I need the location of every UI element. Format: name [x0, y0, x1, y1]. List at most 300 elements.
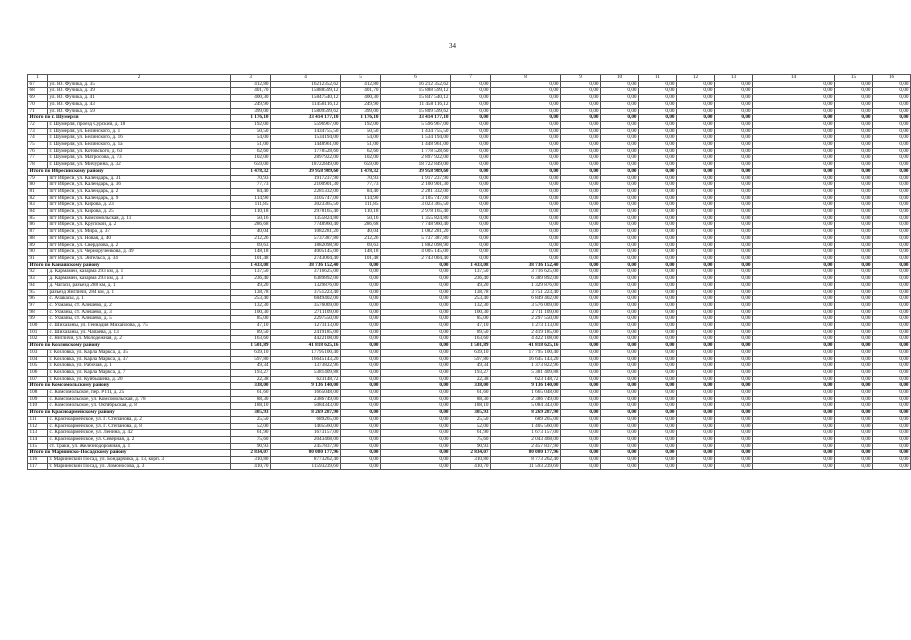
value-cell: 111,85 — [231, 202, 271, 209]
value-cell: 2 743 004,40 — [381, 255, 451, 262]
value-cell: 0,00 — [639, 101, 677, 108]
value-cell: 0,00 — [451, 135, 491, 142]
value-cell: 0,00 — [561, 222, 601, 229]
value-cell: 110,18 — [341, 209, 381, 216]
value-cell: 2 297 550,00 — [491, 316, 561, 323]
value-cell: 0,00 — [677, 450, 715, 457]
subtotal-label: Итого по Ибресинскому району — [28, 168, 231, 175]
value-cell: 1882098,90 — [271, 242, 341, 249]
value-cell: 0,00 — [677, 356, 715, 363]
subtotal-row — [28, 343, 911, 350]
value-cell: 0,00 — [677, 242, 715, 249]
subtotal-row — [28, 168, 911, 175]
value-cell: 0,00 — [451, 121, 491, 128]
value-cell: 0,00 — [753, 155, 835, 162]
table-row — [28, 269, 911, 276]
value-cell: 102,00 — [231, 155, 271, 162]
value-cell: 0,00 — [341, 383, 381, 390]
value-cell: 1 673 157,00 — [491, 430, 561, 437]
value-cell: 0,00 — [491, 209, 561, 216]
value-cell: 61,90 — [451, 430, 491, 437]
value-cell: 1673157,00 — [271, 430, 341, 437]
value-cell: 0,00 — [677, 155, 715, 162]
value-cell: 84,40 — [231, 188, 271, 195]
value-cell: 0,00 — [677, 101, 715, 108]
value-cell: 0,00 — [451, 115, 491, 122]
row-number: 75 — [28, 142, 48, 149]
value-cell: 0,00 — [753, 115, 835, 122]
value-cell: 1 478,32 — [341, 168, 381, 175]
value-cell: 0,00 — [341, 316, 381, 323]
table-row — [28, 443, 911, 450]
value-cell: 0,00 — [835, 282, 873, 289]
table-row — [28, 155, 911, 162]
value-cell: 0,00 — [601, 376, 639, 383]
value-cell: 0,00 — [715, 423, 753, 430]
value-cell: 0,00 — [561, 363, 601, 370]
value-cell: 22,38 — [451, 376, 491, 383]
value-cell: 3023365,50 — [271, 202, 341, 209]
table-row — [28, 436, 911, 443]
value-cell: 0,00 — [677, 423, 715, 430]
value-cell: 0,00 — [835, 81, 873, 88]
value-cell: 0,00 — [639, 336, 677, 343]
value-cell: 1 373 822,96 — [491, 363, 561, 370]
column-number: 7 — [451, 75, 491, 82]
value-cell: 0,00 — [753, 128, 835, 135]
value-cell: 0,00 — [677, 316, 715, 323]
value-cell: 0,00 — [561, 282, 601, 289]
value-cell: 1917237,90 — [271, 175, 341, 182]
value-cell: 0,00 — [835, 296, 873, 303]
value-cell: 0,00 — [677, 262, 715, 269]
value-cell: 286,68 — [341, 222, 381, 229]
value-cell: 0,00 — [451, 222, 491, 229]
value-cell: 0,00 — [451, 202, 491, 209]
value-cell: 2 978 165,40 — [381, 209, 451, 216]
value-cell: 0,00 — [715, 302, 753, 309]
value-cell: 0,00 — [753, 222, 835, 229]
value-cell: 0,00 — [639, 128, 677, 135]
value-cell: 0,00 — [381, 416, 451, 423]
value-cell: 0,00 — [753, 81, 835, 88]
value-cell: 0,00 — [677, 182, 715, 189]
value-cell: 0,00 — [715, 436, 753, 443]
value-cell: 0,00 — [677, 95, 715, 102]
value-cell: 0,00 — [639, 423, 677, 430]
value-cell: 0,00 — [381, 396, 451, 403]
value-cell: 0,00 — [715, 343, 753, 350]
value-cell: 0,00 — [753, 343, 835, 350]
value-cell: 0,00 — [753, 255, 835, 262]
value-cell: 3105747,00 — [271, 195, 341, 202]
value-cell: 1 778 528,60 — [381, 148, 451, 155]
value-cell: 0,00 — [835, 403, 873, 410]
value-cell: 15888599,12 — [271, 88, 341, 95]
value-cell: 0,00 — [753, 195, 835, 202]
value-cell: 89,50 — [231, 329, 271, 336]
value-cell: 0,00 — [491, 155, 561, 162]
value-cell: 11458116,12 — [271, 101, 341, 108]
value-cell: 0,00 — [639, 276, 677, 283]
table-row — [28, 101, 911, 108]
value-cell: 0,00 — [873, 309, 911, 316]
value-cell: 3751223,40 — [271, 289, 341, 296]
value-cell: 0,00 — [873, 128, 911, 135]
value-cell: 0,00 — [873, 463, 911, 470]
value-cell: 0,00 — [873, 168, 911, 175]
address-cell: с. Комсомольское, ул. Комсомольская, д. 78 — [48, 396, 231, 403]
value-cell: 0,00 — [835, 155, 873, 162]
value-cell: 0,00 — [381, 457, 451, 464]
value-cell: 0,00 — [451, 209, 491, 216]
value-cell: 0,00 — [561, 443, 601, 450]
row-number: 73 — [28, 128, 48, 135]
address-cell: г. Шумерля, ул. Котовского, д. 63 — [48, 148, 231, 155]
value-cell: 0,00 — [491, 148, 561, 155]
value-cell: 0,00 — [639, 155, 677, 162]
value-cell: 0,00 — [601, 168, 639, 175]
value-cell: 0,00 — [873, 457, 911, 464]
table-row — [28, 376, 911, 383]
value-cell: 88,30 — [231, 396, 271, 403]
value-cell: 41 818 625,16 — [271, 343, 341, 350]
value-cell: 0,00 — [601, 108, 639, 115]
value-cell: 0,00 — [341, 463, 381, 470]
value-cell: 0,00 — [753, 316, 835, 323]
value-cell: 0,00 — [835, 369, 873, 376]
value-cell: 639,10 — [451, 349, 491, 356]
value-cell: 148,18 — [231, 249, 271, 256]
value-cell: 0,00 — [491, 249, 561, 256]
value-cell: 0,00 — [835, 436, 873, 443]
value-cell: 40,04 — [341, 229, 381, 236]
value-cell: 0,00 — [451, 215, 491, 222]
value-cell: 0,00 — [677, 430, 715, 437]
value-cell: 0,00 — [715, 416, 753, 423]
value-cell: 0,00 — [381, 436, 451, 443]
value-cell: 138,78 — [231, 289, 271, 296]
value-cell: 0,00 — [561, 349, 601, 356]
row-number: 106 — [28, 369, 48, 376]
value-cell: 0,00 — [601, 336, 639, 343]
value-cell: 1534194,00 — [271, 135, 341, 142]
value-cell: 0,00 — [561, 383, 601, 390]
value-cell: 0,00 — [677, 282, 715, 289]
value-cell: 0,00 — [677, 323, 715, 330]
value-cell: 0,00 — [715, 336, 753, 343]
value-cell: 0,00 — [677, 249, 715, 256]
value-cell: 659,00 — [341, 162, 381, 169]
value-cell: 0,00 — [451, 249, 491, 256]
value-cell: 0,00 — [753, 390, 835, 397]
value-cell: 0,00 — [601, 349, 639, 356]
value-cell: 16 645 143,20 — [491, 356, 561, 363]
address-cell: ул. Ю. Фучика, д. 35 — [48, 81, 231, 88]
value-cell: 0,00 — [835, 148, 873, 155]
value-cell: 6849402,00 — [271, 296, 341, 303]
value-cell: 50,16 — [231, 215, 271, 222]
value-cell: 0,00 — [873, 182, 911, 189]
value-cell: 0,00 — [677, 289, 715, 296]
value-cell: 16212352,62 — [271, 81, 341, 88]
value-cell: 0,00 — [835, 443, 873, 450]
value-cell: 0,00 — [835, 162, 873, 169]
value-cell: 54,00 — [341, 135, 381, 142]
subtotal-row — [28, 383, 911, 390]
value-cell: 0,00 — [341, 376, 381, 383]
value-cell: 0,00 — [753, 215, 835, 222]
address-cell: с. Красноармейское, ул. Г. Степанова, д. 2 — [48, 416, 231, 423]
table-row — [28, 128, 911, 135]
value-cell: 49,34 — [451, 363, 491, 370]
value-cell: 0,00 — [753, 142, 835, 149]
value-cell: 0,00 — [835, 101, 873, 108]
value-cell: 0,00 — [835, 209, 873, 216]
value-cell: 89,50 — [451, 329, 491, 336]
table-row — [28, 302, 911, 309]
row-number: 71 — [28, 108, 48, 115]
value-cell: 0,00 — [753, 443, 835, 450]
value-cell: 0,00 — [601, 235, 639, 242]
value-cell: 0,00 — [677, 142, 715, 149]
value-cell: 0,00 — [639, 135, 677, 142]
address-cell: с. Красноармейское, ул. Ленина, д. 42 — [48, 430, 231, 437]
value-cell: 0,00 — [677, 443, 715, 450]
value-cell: 689 265,00 — [491, 416, 561, 423]
value-cell: 49,34 — [231, 363, 271, 370]
value-cell: 132,30 — [231, 302, 271, 309]
column-number: 13 — [715, 75, 753, 82]
value-cell: 0,00 — [561, 316, 601, 323]
value-cell: 0,00 — [715, 316, 753, 323]
value-cell: 6389892,00 — [271, 276, 341, 283]
value-cell: 137,50 — [231, 269, 271, 276]
value-cell: 7748960,40 — [271, 222, 341, 229]
value-cell: 0,00 — [715, 88, 753, 95]
table-row — [28, 296, 911, 303]
address-cell: пгт Ибреси, ул. Кирова, д. 25 — [48, 209, 231, 216]
value-cell: 0,00 — [835, 202, 873, 209]
table-row — [28, 135, 911, 142]
value-cell: 0,00 — [677, 81, 715, 88]
value-cell: 0,00 — [677, 135, 715, 142]
address-cell: г. Козловка, ул. Карла Маркса, д. 37 — [48, 356, 231, 363]
value-cell: 0,00 — [491, 135, 561, 142]
table-row — [28, 215, 911, 222]
value-cell: 0,00 — [715, 182, 753, 189]
value-cell: 0,00 — [639, 356, 677, 363]
value-cell: 0,00 — [601, 249, 639, 256]
value-cell: 0,00 — [835, 269, 873, 276]
value-cell: 0,00 — [561, 162, 601, 169]
value-cell: 6 389 892,00 — [491, 276, 561, 283]
value-cell: 0,00 — [715, 376, 753, 383]
value-cell: 0,00 — [715, 369, 753, 376]
address-cell: с. Шихазаны, ул. Чапаева, д. 13 — [48, 329, 231, 336]
value-cell: 0,00 — [451, 162, 491, 169]
value-cell: 0,00 — [561, 457, 601, 464]
address-cell: с. Ухманы, ст. Алешево, д. 5 — [48, 316, 231, 323]
value-cell: 0,00 — [381, 356, 451, 363]
value-cell: 0,00 — [873, 262, 911, 269]
value-cell: 0,00 — [451, 108, 491, 115]
value-cell: 47,10 — [451, 323, 491, 330]
value-cell: 0,00 — [639, 323, 677, 330]
column-number: 2 — [48, 75, 231, 82]
value-cell: 0,00 — [601, 101, 639, 108]
row-number: 92 — [28, 269, 48, 276]
address-cell: с. Комсомольское, пер. РТП, д. 25 — [48, 390, 231, 397]
address-cell: д. Кармамеи, казарма 293 км, д. 1 — [48, 269, 231, 276]
value-cell: 0,00 — [835, 463, 873, 470]
value-cell: 0,00 — [491, 128, 561, 135]
value-cell: 0,00 — [601, 81, 639, 88]
value-cell: 0,00 — [873, 195, 911, 202]
value-cell: 0,00 — [561, 168, 601, 175]
value-cell: 0,00 — [451, 195, 491, 202]
value-cell: 0,00 — [715, 95, 753, 102]
value-cell: 0,00 — [873, 329, 911, 336]
value-cell: 15809599,62 — [271, 108, 341, 115]
value-cell: 0,00 — [601, 282, 639, 289]
address-cell: г. Козловка, ул. Куйбышева, д. 20 — [48, 376, 231, 383]
table-row — [28, 390, 911, 397]
value-cell: 22,38 — [231, 376, 271, 383]
value-cell: 0,00 — [601, 343, 639, 350]
value-cell: 0,00 — [381, 282, 451, 289]
value-cell: 0,00 — [491, 168, 561, 175]
value-cell: 0,00 — [561, 309, 601, 316]
value-cell: 0,00 — [677, 115, 715, 122]
value-cell: 0,00 — [753, 416, 835, 423]
value-cell: 0,00 — [639, 115, 677, 122]
value-cell: 0,00 — [601, 242, 639, 249]
value-cell: 0,00 — [715, 155, 753, 162]
value-cell: 0,00 — [677, 121, 715, 128]
value-cell: 0,00 — [753, 356, 835, 363]
address-cell: с. Ачакасы, д. 1 — [48, 296, 231, 303]
value-cell: 0,00 — [451, 182, 491, 189]
value-cell: 3 023 365,50 — [381, 202, 451, 209]
value-cell: 0,00 — [341, 450, 381, 457]
value-cell: 0,00 — [873, 296, 911, 303]
value-cell: 80 080 177,96 — [491, 450, 561, 457]
row-number: 90 — [28, 249, 48, 256]
value-cell: 18722849,00 — [271, 162, 341, 169]
row-number: 86 — [28, 222, 48, 229]
row-number: 100 — [28, 323, 48, 330]
value-cell: 0,00 — [835, 309, 873, 316]
address-cell: пгт Ибреси, ул. Календарь, д. 2 — [48, 188, 231, 195]
value-cell: 2043468,00 — [271, 436, 341, 443]
value-cell: 0,00 — [381, 302, 451, 309]
value-cell: 0,00 — [601, 316, 639, 323]
value-cell: 1 405 560,00 — [491, 423, 561, 430]
value-cell: 0,00 — [601, 309, 639, 316]
table-row — [28, 356, 911, 363]
value-cell: 0,00 — [677, 416, 715, 423]
value-cell: 0,00 — [561, 269, 601, 276]
value-cell: 0,00 — [491, 202, 561, 209]
table-row — [28, 188, 911, 195]
value-cell: 0,00 — [753, 296, 835, 303]
value-cell: 0,00 — [715, 396, 753, 403]
value-cell: 0,00 — [835, 195, 873, 202]
value-cell: 0,00 — [561, 416, 601, 423]
address-cell: с. Шихазаны, ул. Геннадия Михайлова, д. 75 — [48, 323, 231, 330]
value-cell: 0,00 — [561, 423, 601, 430]
value-cell: 0,00 — [873, 142, 911, 149]
value-cell: 0,00 — [835, 229, 873, 236]
value-cell: 597,80 — [451, 356, 491, 363]
value-cell: 193,27 — [231, 369, 271, 376]
value-cell: 0,00 — [677, 463, 715, 470]
value-cell: 0,00 — [601, 142, 639, 149]
value-cell: 0,00 — [753, 396, 835, 403]
value-cell: 163,60 — [451, 336, 491, 343]
value-cell: 5 596 967,00 — [381, 121, 451, 128]
value-cell: 0,00 — [677, 162, 715, 169]
value-cell: 0,00 — [601, 457, 639, 464]
table-header-row — [28, 75, 911, 82]
value-cell: 0,00 — [715, 188, 753, 195]
row-number: 68 — [28, 88, 48, 95]
value-cell: 2386749,00 — [271, 396, 341, 403]
address-cell: г. Шумерля, ул. Белинского, д. 1 — [48, 128, 231, 135]
row-number: 82 — [28, 195, 48, 202]
value-cell: 0,00 — [451, 235, 491, 242]
value-cell: 0,00 — [715, 229, 753, 236]
value-cell: 0,00 — [753, 403, 835, 410]
address-cell: с. Янгличи, ул. Молодежная, д. 2 — [48, 336, 231, 343]
value-cell: 0,00 — [639, 95, 677, 102]
value-cell: 0,00 — [715, 383, 753, 390]
value-cell: 4005145,00 — [271, 249, 341, 256]
value-cell: 1082281,20 — [271, 229, 341, 236]
value-cell: 0,00 — [873, 369, 911, 376]
value-cell: 18 722 849,00 — [381, 162, 451, 169]
value-cell: 0,00 — [835, 115, 873, 122]
value-cell: 0,00 — [677, 269, 715, 276]
value-cell: 7 748 960,40 — [381, 222, 451, 229]
value-cell: 2 711 109,00 — [491, 309, 561, 316]
row-number: 87 — [28, 229, 48, 236]
value-cell: 69,63 — [231, 242, 271, 249]
value-cell: 0,00 — [873, 209, 911, 216]
value-cell: 0,00 — [753, 336, 835, 343]
value-cell: 0,00 — [753, 88, 835, 95]
value-cell: 212,26 — [231, 235, 271, 242]
value-cell: 0,00 — [561, 296, 601, 303]
value-cell: 2 457 837,90 — [491, 443, 561, 450]
value-cell: 0,00 — [639, 121, 677, 128]
value-cell: 0,00 — [753, 363, 835, 370]
value-cell: 1 534 194,00 — [381, 135, 451, 142]
table-row — [28, 229, 911, 236]
value-cell: 0,00 — [873, 155, 911, 162]
value-cell: 0,00 — [601, 423, 639, 430]
value-cell: 0,00 — [835, 235, 873, 242]
value-cell: 0,00 — [753, 168, 835, 175]
value-cell: 0,00 — [715, 356, 753, 363]
address-cell: разъезд Янгличи, 284 км, д. 1 — [48, 289, 231, 296]
value-cell: 0,00 — [561, 255, 601, 262]
address-cell: с. Ухманы, ст. Алешево, д. 3 — [48, 309, 231, 316]
value-cell: 0,00 — [341, 390, 381, 397]
value-cell: 75,60 — [451, 436, 491, 443]
value-cell: 639,10 — [231, 349, 271, 356]
